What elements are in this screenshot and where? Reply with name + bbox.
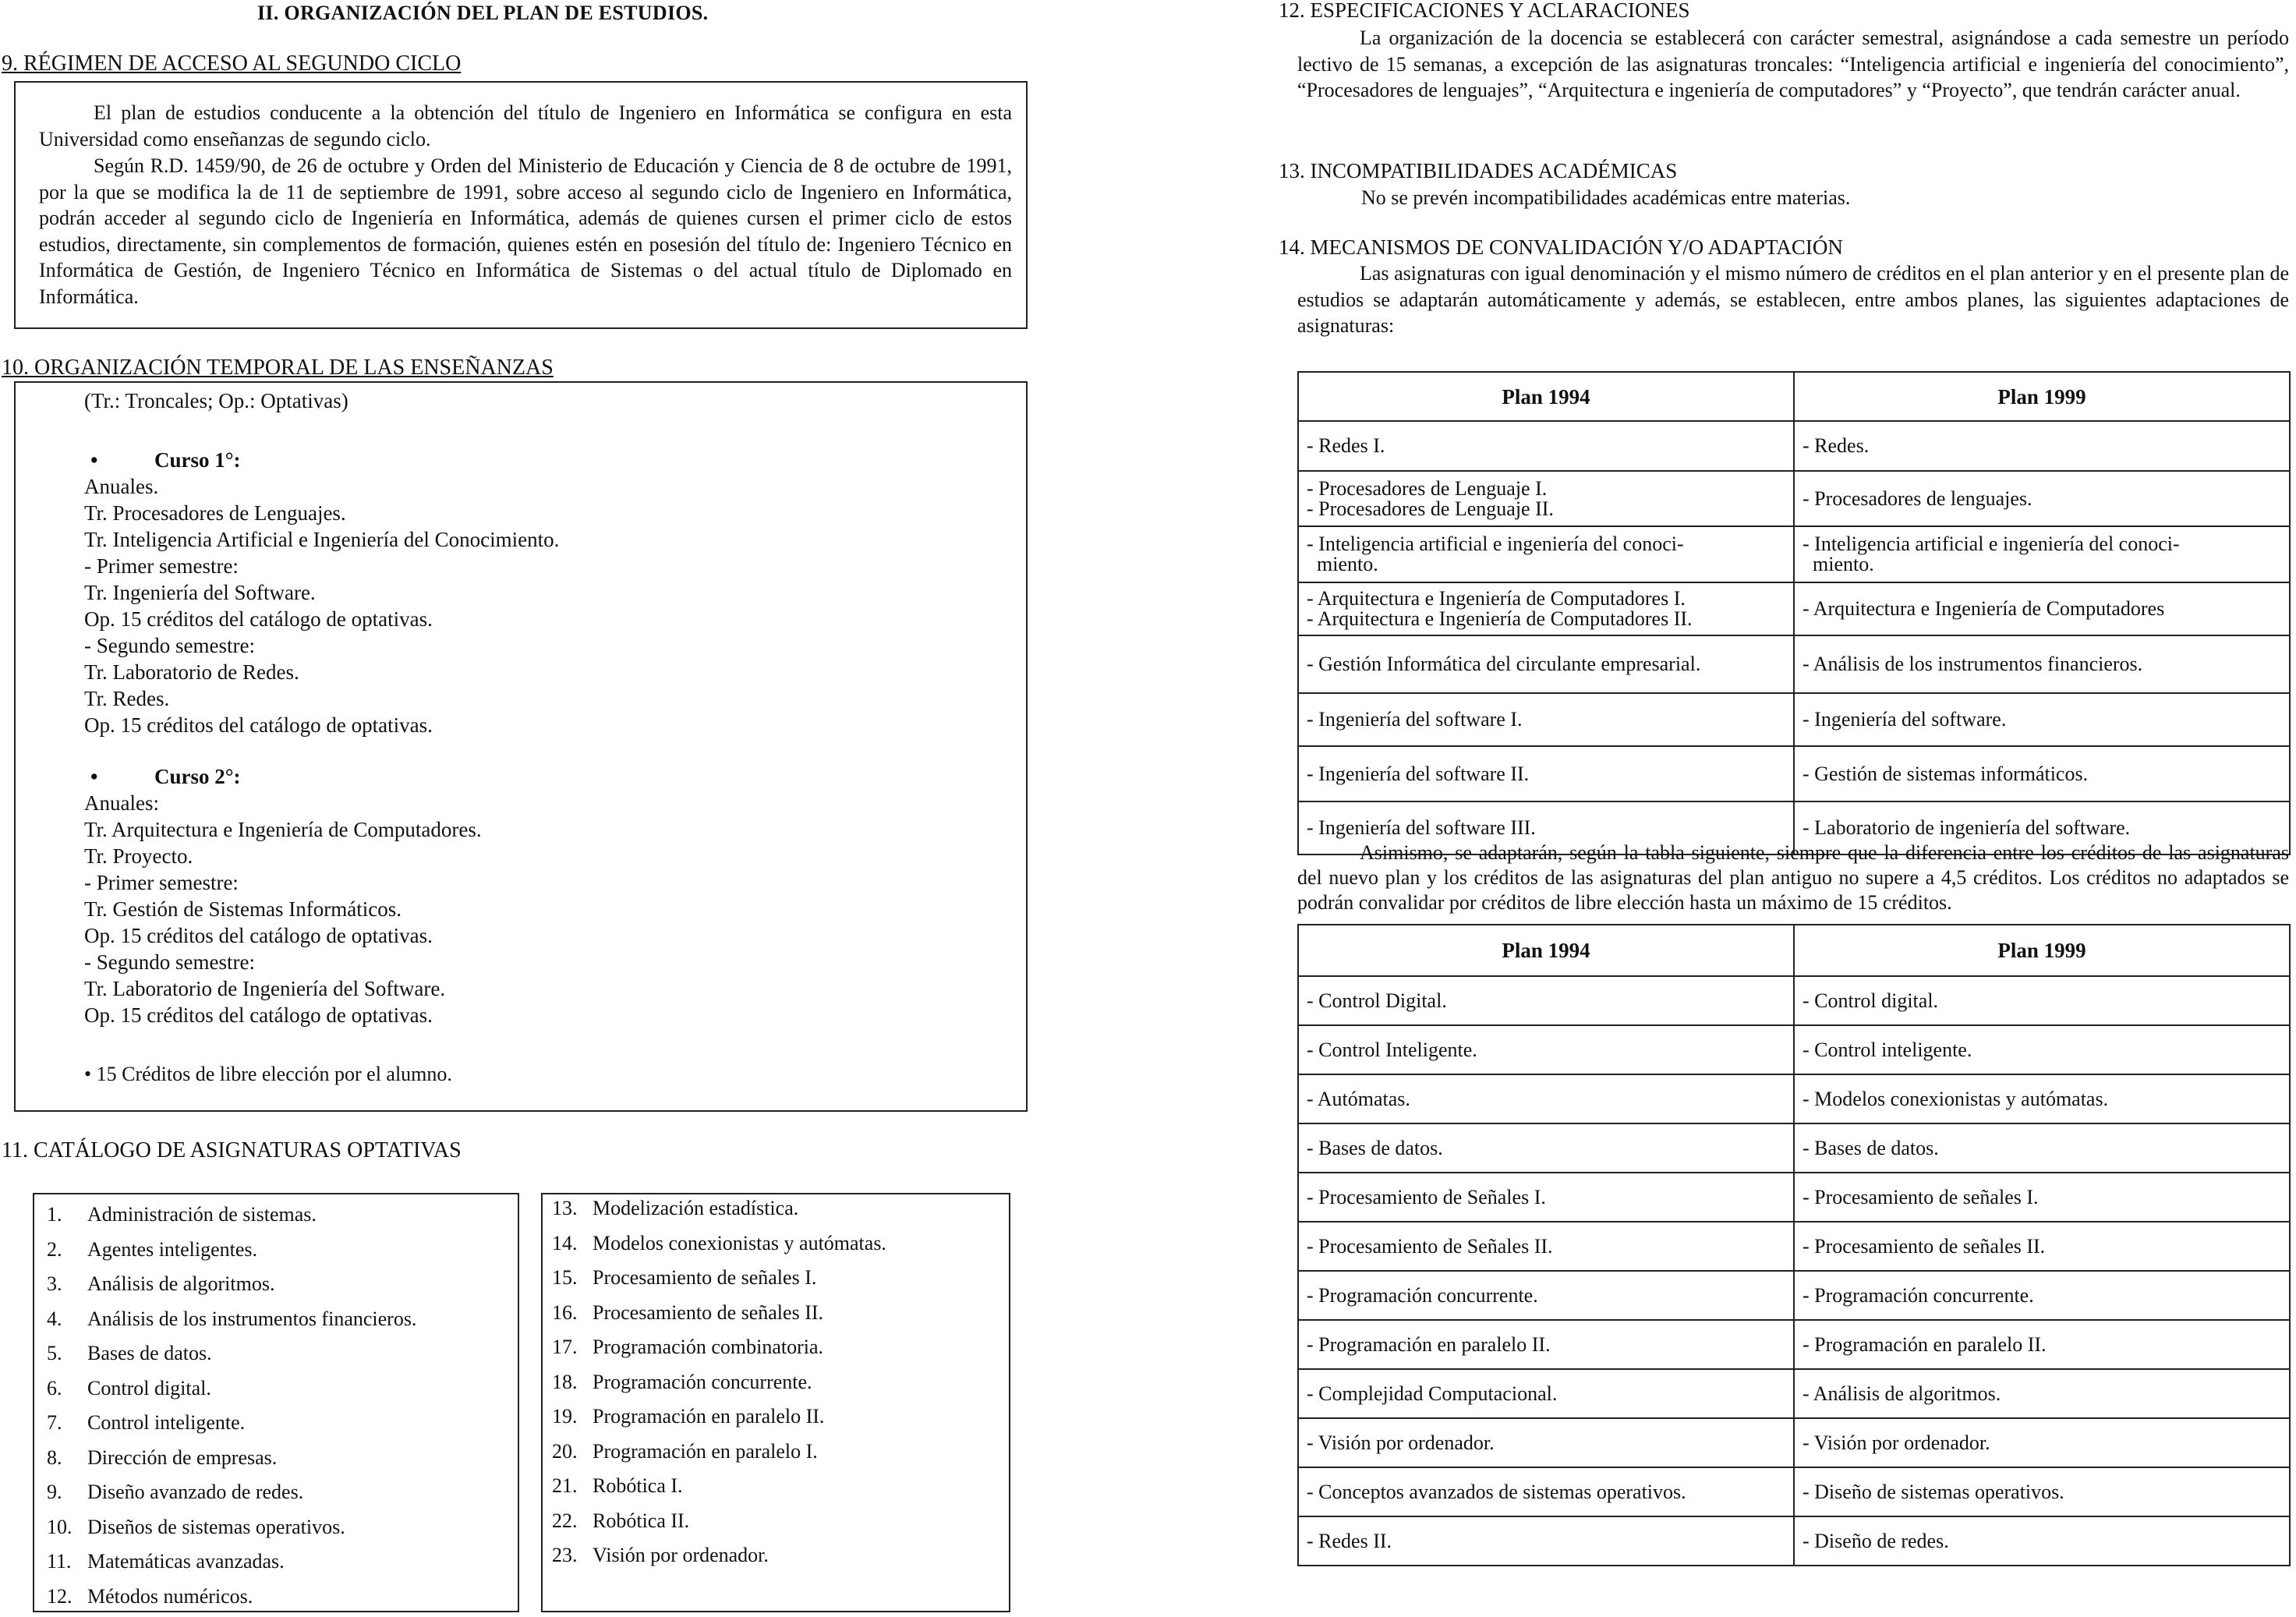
section-12-text: La organización de la docencia se establecerá con carácter semestral, asignándose a cada semestre un período lectivo de 15 semanas, a excepción de las asignaturas troncales: “Inteligencia artificial e ingeniería del conocimiento”, “Procesadores de lenguajes”, “Arquitectura e ingeniería de computadores” y “Proyecto”, que tendrán carácter anual. (1297, 27, 2289, 101)
curso1-line: Tr. Procesadores de Lenguajes. (84, 501, 346, 525)
catalog-item-number: 14. (552, 1231, 578, 1254)
plan-1994-cell: - Control Digital. (1298, 976, 1794, 1025)
catalog-item-number: 2. (47, 1237, 62, 1261)
table-row (1298, 1418, 2290, 1467)
catalog-item (552, 1330, 886, 1365)
col-header-plan-1994: Plan 1994 (1298, 925, 1794, 976)
curso1-line: - Segundo semestre: (84, 634, 255, 657)
catalog-item-number: 12. (47, 1584, 73, 1608)
cell-line: - Arquitectura e Ingeniería de Computadores II. (1307, 607, 1693, 630)
curso1-line: Tr. Inteligencia Artificial e Ingeniería del Conocimiento. (84, 528, 560, 551)
curso2-line: Op. 15 créditos del catálogo de optativas. (84, 1003, 433, 1027)
table-row (1298, 1025, 2290, 1074)
cell-line: miento. (1802, 553, 1874, 575)
catalog-item-number: 18. (552, 1370, 578, 1393)
plan-1999-cell (1794, 471, 2290, 526)
curso1-line: Op. 15 créditos del catálogo de optativas. (84, 607, 433, 631)
catalog-list-1 (47, 1198, 416, 1614)
catalog-item (552, 1435, 886, 1470)
section-14-text: Las asignaturas con igual denominación y el mismo número de créditos en el plan anterior y en el presente plan de estudios se adaptarán automáticamente y además, se establecen, entre ambos planes, las siguientes adaptaciones de asignaturas: (1297, 262, 2289, 337)
catalog-item-name: Dirección de empresas. (87, 1445, 278, 1469)
catalog-item-number: 23. (552, 1544, 578, 1566)
plan-1999-cell (1794, 526, 2290, 582)
plan-1999-cell (1794, 746, 2290, 801)
catalog-item-number: 17. (552, 1336, 578, 1358)
curso1-line: Tr. Redes. (84, 687, 170, 710)
catalog-item-number: 9. (47, 1481, 62, 1503)
plan-1994-cell: - Procesamiento de Señales I. (1298, 1173, 1794, 1222)
cell-line: - Procesadores de Lenguaje II. (1307, 497, 1554, 520)
catalog-item (552, 1365, 886, 1400)
plan-1994-cell: - Autómatas. (1298, 1074, 1794, 1123)
catalog-item-name: Procesamiento de señales II. (593, 1300, 824, 1324)
page-title: II. ORGANIZACIÓN DEL PLAN DE ESTUDIOS. (257, 2, 709, 24)
table-row (1298, 1173, 2290, 1222)
catalog-item-number: 22. (552, 1509, 578, 1532)
adaptation-table-1 (1297, 371, 2291, 855)
cell-line: - Inteligencia artificial e ingeniería del conoci- (1307, 533, 1684, 555)
cell-line: - Ingeniería del software I. (1307, 708, 1523, 731)
section-10-subtitle: (Tr.: Troncales; Op.: Optativas) (84, 389, 348, 412)
catalog-column-2 (541, 1193, 1010, 1612)
plan-1999-cell: - Visión por ordenador. (1794, 1418, 2290, 1467)
section-13-title: 13. INCOMPATIBILIDADES ACADÉMICAS (1279, 159, 1678, 182)
plan-1999-cell: - Diseño de redes. (1794, 1516, 2290, 1566)
plan-1999-cell (1794, 635, 2290, 693)
table-row (1298, 471, 2290, 526)
curso-2-title: Curso 2°: (154, 765, 241, 788)
catalog-item-name: Robótica II. (593, 1509, 690, 1532)
catalog-item-name: Modelización estadística. (593, 1197, 799, 1219)
curso2-line: - Segundo semestre: (84, 950, 255, 974)
catalog-item-name: Modelos conexionistas y autómatas. (593, 1231, 886, 1254)
catalog-item (552, 1399, 886, 1435)
curso1-line: Tr. Ingeniería del Software. (84, 581, 316, 604)
section-10-title: 10. ORGANIZACIÓN TEMPORAL DE LAS ENSEÑANZAS (2, 356, 554, 380)
catalog-item-name: Análisis de algoritmos. (87, 1272, 275, 1295)
cell-line: - Ingeniería del software II. (1307, 762, 1530, 785)
plan-1999-cell: - Programación en paralelo II. (1794, 1320, 2290, 1369)
cell-line: - Ingeniería del software. (1802, 708, 2007, 731)
catalog-item-number: 21. (552, 1474, 578, 1497)
catalog-item-name: Visión por ordenador. (593, 1544, 769, 1566)
catalog-item-number: 6. (47, 1376, 62, 1399)
plan-1994-cell (1298, 746, 1794, 801)
curso2-line: Tr. Proyecto. (84, 844, 193, 868)
catalog-item-number: 10. (47, 1515, 73, 1538)
section-9-paragraph-2: Según R.D. 1459/90, de 26 de octubre y Orden del Ministerio de Educación y Ciencia de 8 de octubre de 1991, por la que se modifica la de 11 de septiembre de 1991, sobre acceso al segundo ciclo de Ingeniero en Informática, podrán acceder al segundo ciclo de Ingeniería en Informática, además de quienes cursen el primer ciclo de estos estudios, directamente, sin complementos de formación, quienes estén en posesión del título de: Ingeniero Técnico en Informática de Gestión, de Ingeniero Técnico en Informática de Sistemas o del actual título de Diplomado en Informática. (39, 154, 1012, 308)
col-header-plan-1999: Plan 1999 (1794, 925, 2290, 976)
section-13-text: No se prevén incompatibilidades académicas entre materias. (1361, 186, 1851, 209)
catalog-item-name: Matemáticas avanzadas. (87, 1550, 285, 1573)
cell-line: - Gestión Informática del circulante empresarial. (1307, 653, 1701, 675)
catalog-item-number: 20. (552, 1439, 578, 1463)
catalog-column-1 (33, 1193, 519, 1612)
catalog-item-name: Control digital. (87, 1376, 211, 1399)
plan-1994-cell (1298, 635, 1794, 693)
catalog-item (47, 1302, 416, 1337)
catalog-item-number: 3. (47, 1272, 62, 1295)
plan-1999-cell: - Procesamiento de señales I. (1794, 1173, 2290, 1222)
section-9-title: 9. RÉGIMEN DE ACCESO AL SEGUNDO CICLO (2, 51, 462, 76)
catalog-item-name: Análisis de los instrumentos financieros. (87, 1307, 417, 1330)
plan-1994-cell: - Complejidad Computacional. (1298, 1369, 1794, 1418)
curso-2-heading (84, 763, 241, 790)
plan-1994-cell: - Programación concurrente. (1298, 1271, 1794, 1320)
plan-1994-cell (1298, 693, 1794, 746)
curso2-line: Anuales: (84, 791, 159, 815)
plan-1994-cell: - Procesamiento de Señales II. (1298, 1222, 1794, 1271)
catalog-item (552, 1469, 886, 1504)
cell-line: - Procesadores de lenguajes. (1802, 487, 2032, 510)
catalog-item (47, 1233, 416, 1268)
catalog-item-number: 1. (47, 1203, 62, 1226)
cell-line: - Laboratorio de ingeniería del software. (1802, 816, 2131, 839)
table-row (1298, 1516, 2290, 1566)
cell-line: - Procesadores de Lenguaje I. (1307, 476, 1548, 500)
plan-1994-cell (1298, 421, 1794, 471)
plan-1999-cell: - Control digital. (1794, 976, 2290, 1025)
table-row (1298, 1369, 2290, 1418)
catalog-item (47, 1475, 416, 1510)
cell-line: - Ingeniería del software III. (1307, 816, 1536, 839)
plan-1999-cell: - Procesamiento de señales II. (1794, 1222, 2290, 1271)
curso-1-title: Curso 1°: (154, 448, 241, 472)
catalog-item (47, 1198, 416, 1233)
catalog-item-number: 5. (47, 1342, 62, 1364)
plan-1994-cell: - Bases de datos. (1298, 1123, 1794, 1173)
catalog-item (552, 1226, 886, 1261)
table-row (1298, 526, 2290, 582)
catalog-item (47, 1371, 416, 1406)
catalog-item-name: Agentes inteligentes. (87, 1237, 258, 1261)
curso1-line: Op. 15 créditos del catálogo de optativas. (84, 713, 433, 737)
cell-line: miento. (1307, 553, 1378, 575)
catalog-item (552, 1538, 886, 1573)
cell-line: - Redes. (1802, 434, 1870, 457)
plan-1994-cell (1298, 526, 1794, 582)
catalog-item-name: Administración de sistemas. (87, 1203, 317, 1226)
catalog-item (47, 1406, 416, 1441)
col-header-plan-1994: Plan 1994 (1298, 372, 1794, 421)
section-11-title: 11. CATÁLOGO DE ASIGNATURAS OPTATIVAS (2, 1138, 462, 1162)
catalog-item-name: Programación en paralelo I. (593, 1439, 818, 1463)
catalog-item-name: Diseños de sistemas operativos. (87, 1515, 345, 1538)
catalog-item-name: Procesamiento de señales I. (593, 1266, 817, 1289)
plan-1999-cell: - Análisis de algoritmos. (1794, 1369, 2290, 1418)
catalog-item-number: 4. (47, 1307, 62, 1330)
catalog-item (47, 1336, 416, 1371)
catalog-item-number: 16. (552, 1300, 578, 1324)
catalog-item-number: 19. (552, 1405, 578, 1428)
table-row (1298, 746, 2290, 801)
catalog-item (552, 1191, 886, 1226)
catalog-item (47, 1580, 416, 1615)
cell-line: - Arquitectura e Ingeniería de Computadores I. (1307, 587, 1686, 610)
catalog-item-number: 11. (47, 1550, 72, 1573)
catalog-item-name: Bases de datos. (87, 1342, 212, 1364)
catalog-item-number: 8. (47, 1445, 62, 1469)
plan-1999-cell (1794, 421, 2290, 471)
section-9-box (14, 81, 1028, 329)
table-row (1298, 1222, 2290, 1271)
plan-1999-cell: - Control inteligente. (1794, 1025, 2290, 1074)
catalog-item-name: Control inteligente. (87, 1411, 246, 1434)
plan-1999-cell: - Modelos conexionistas y autómatas. (1794, 1074, 2290, 1123)
curso2-line: Op. 15 créditos del catálogo de optativas. (84, 924, 433, 947)
plan-1994-cell: - Visión por ordenador. (1298, 1418, 1794, 1467)
cell-line: - Gestión de sistemas informáticos. (1802, 762, 2089, 785)
curso2-line: Tr. Gestión de Sistemas Informáticos. (84, 897, 402, 921)
plan-1999-cell: - Diseño de sistemas operativos. (1794, 1467, 2290, 1516)
catalog-item-name: Métodos numéricos. (87, 1584, 253, 1608)
table-row (1298, 1467, 2290, 1516)
catalog-item-name: Programación en paralelo II. (593, 1405, 825, 1428)
table-row (1298, 1271, 2290, 1320)
section-14-title: 14. MECANISMOS DE CONVALIDACIÓN Y/O ADAPTACIÓN (1279, 235, 1843, 259)
catalog-item-number: 15. (552, 1266, 578, 1289)
table-row (1298, 635, 2290, 693)
catalog-item (552, 1504, 886, 1539)
section-9-paragraph-1: El plan de estudios conducente a la obtención del título de Ingeniero en Informática se configura en esta Universidad como enseñanzas de segundo ciclo. (39, 101, 1012, 150)
adaptation-table-2 (1297, 924, 2291, 1566)
section-12-title: 12. ESPECIFICACIONES Y ACLARACIONES (1279, 0, 1690, 22)
curso2-line: Tr. Laboratorio de Ingeniería del Software. (84, 977, 446, 1000)
catalog-item (552, 1261, 886, 1296)
curso2-line: - Primer semestre: (84, 871, 239, 894)
col-header-plan-1999: Plan 1999 (1794, 372, 2290, 421)
plan-1994-cell: - Control Inteligente. (1298, 1025, 1794, 1074)
section-14-text-2: Asimismo, se adaptarán, según la tabla siguiente, siempre que la diferencia entre los créditos de las asignaturas del nuevo plan y los créditos de las asignaturas del plan antiguo no supere a 4,5 créditos. Los créditos no adaptados se podrán convalidar por créditos de libre elección hasta un máximo de 15 créditos. (1297, 841, 2289, 914)
table-row (1298, 1123, 2290, 1173)
curso1-line: Anuales. (84, 475, 159, 498)
curso1-line: - Primer semestre: (84, 554, 239, 578)
catalog-item (47, 1544, 416, 1580)
cell-line: - Arquitectura e Ingeniería de Computadores (1802, 597, 2165, 620)
plan-1999-cell (1794, 693, 2290, 746)
bullet-icon: • (90, 765, 98, 788)
plan-1994-cell: - Redes II. (1298, 1516, 1794, 1566)
curso-1-heading (84, 447, 241, 473)
cell-line: - Redes I. (1307, 434, 1385, 457)
curso1-line: Tr. Laboratorio de Redes. (84, 660, 299, 684)
catalog-item-number: 13. (552, 1197, 578, 1219)
catalog-item-name: Programación concurrente. (593, 1370, 812, 1393)
plan-1999-cell: - Bases de datos. (1794, 1123, 2290, 1173)
table-row (1298, 693, 2290, 746)
table-row (1298, 976, 2290, 1025)
catalog-item (47, 1510, 416, 1545)
section-10-box (14, 381, 1028, 1112)
catalog-item (47, 1267, 416, 1302)
plan-1994-cell (1298, 582, 1794, 635)
table-row (1298, 582, 2290, 635)
catalog-item-name: Programación combinatoria. (593, 1336, 824, 1358)
libre-eleccion-note: • 15 Créditos de libre elección por el alumno. (84, 1063, 452, 1085)
catalog-item-number: 7. (47, 1411, 62, 1434)
plan-1999-cell (1794, 582, 2290, 635)
curso-2-list (84, 790, 482, 1028)
curso-1-list (84, 473, 559, 738)
catalog-item (552, 1296, 886, 1331)
catalog-item-name: Robótica I. (593, 1474, 683, 1497)
plan-1994-cell (1298, 471, 1794, 526)
plan-1994-cell: - Conceptos avanzados de sistemas operativos. (1298, 1467, 1794, 1516)
catalog-item-name: Diseño avanzado de redes. (87, 1481, 304, 1503)
plan-1999-cell: - Programación concurrente. (1794, 1271, 2290, 1320)
table-row (1298, 421, 2290, 471)
plan-1994-cell: - Programación en paralelo II. (1298, 1320, 1794, 1369)
cell-line: - Inteligencia artificial e ingeniería del conoci- (1802, 533, 2180, 555)
cell-line: - Análisis de los instrumentos financieros. (1802, 653, 2143, 675)
curso2-line: Tr. Arquitectura e Ingeniería de Computadores. (84, 818, 482, 841)
bullet-icon: • (90, 448, 98, 472)
table-row (1298, 1074, 2290, 1123)
catalog-item (47, 1441, 416, 1476)
table-row (1298, 1320, 2290, 1369)
catalog-list-2 (552, 1191, 886, 1573)
